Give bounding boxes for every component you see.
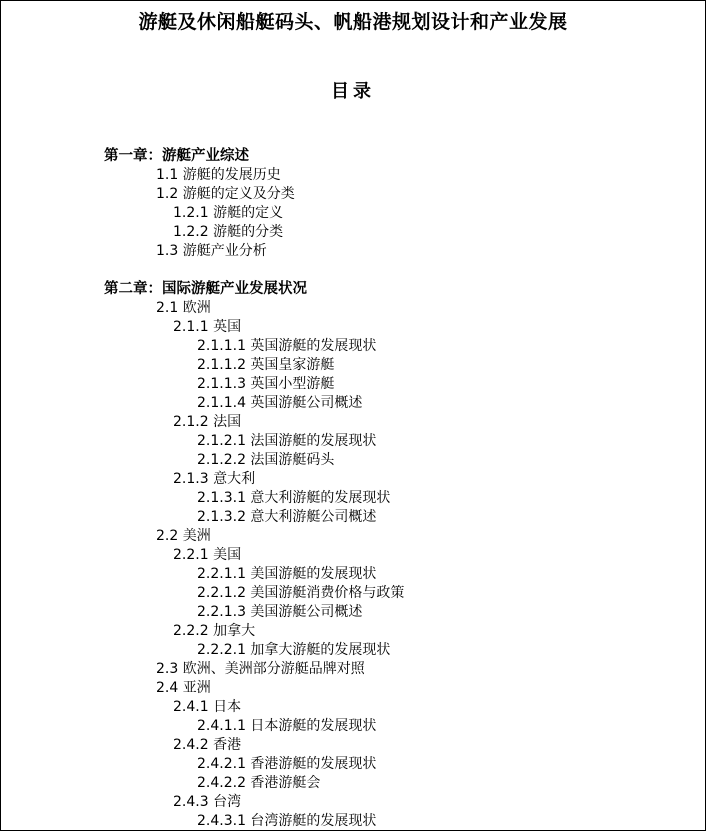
- toc-entry: 2.1.2.1 法国游艇的发展现状: [197, 433, 377, 449]
- toc-entry: 2.4.3.1 台湾游艇的发展现状: [197, 813, 377, 829]
- toc-entry: 2.4.2.2 香港游艇会: [197, 775, 321, 791]
- toc-entry: 2.3 欧洲、美洲部分游艇品牌对照: [156, 661, 365, 677]
- toc-chapter-heading: 第一章：游艇产业综述: [104, 148, 249, 164]
- toc-entry: 2.2 美洲: [156, 528, 211, 544]
- toc-entry: 2.4 亚洲: [156, 680, 211, 696]
- toc-entry: 2.4.2 香港: [173, 737, 242, 753]
- toc-entry: 2.4.1.1 日本游艇的发展现状: [197, 718, 377, 734]
- toc-entry: 1.1 游艇的发展历史: [156, 167, 281, 183]
- toc-heading: 目录: [331, 81, 375, 102]
- toc-entry: 1.2.2 游艇的分类: [173, 224, 284, 240]
- toc-entry: 2.1 欧洲: [156, 300, 211, 316]
- toc-entry: 1.2.1 游艇的定义: [173, 205, 284, 221]
- toc-entry: 2.2.1 美国: [173, 547, 242, 563]
- toc-entry: 1.2 游艇的定义及分类: [156, 186, 295, 202]
- toc-entry: 2.4.1 日本: [173, 699, 242, 715]
- toc-entry: 2.1.1.4 英国游艇公司概述: [197, 395, 363, 411]
- toc-entry: 2.1.3.2 意大利游艇公司概述: [197, 509, 377, 525]
- toc-entry: 2.4.2.1 香港游艇的发展现状: [197, 756, 377, 772]
- toc-entry: 1.3 游艇产业分析: [156, 243, 267, 259]
- toc-chapter-heading: 第二章：国际游艇产业发展状况: [104, 281, 307, 297]
- toc-entry: 2.2.2 加拿大: [173, 623, 256, 639]
- toc-entry: 2.1.2.2 法国游艇码头: [197, 452, 335, 468]
- document-title: 游艇及休闲船艇码头、帆船港规划设计和产业发展: [138, 11, 568, 33]
- toc-entry: 2.4.3 台湾: [173, 794, 242, 810]
- toc-entry: 2.1.1.1 英国游艇的发展现状: [197, 338, 377, 354]
- toc-entry: 2.2.1.3 美国游艇公司概述: [197, 604, 363, 620]
- toc-entry: 2.2.1.2 美国游艇消费价格与政策: [197, 585, 405, 601]
- toc-entry: 2.1.2 法国: [173, 414, 242, 430]
- toc-entry: 2.1.1.3 英国小型游艇: [197, 376, 335, 392]
- toc-entry: 2.2.2.1 加拿大游艇的发展现状: [197, 642, 391, 658]
- toc-entry: 2.1.3.1 意大利游艇的发展现状: [197, 490, 391, 506]
- toc-entry: 2.1.1.2 英国皇家游艇: [197, 357, 335, 373]
- toc-entry: 2.2.1.1 美国游艇的发展现状: [197, 566, 377, 582]
- toc-entry: 2.1.1 英国: [173, 319, 242, 335]
- toc-entry: 2.1.3 意大利: [173, 471, 256, 487]
- toc-list: [1, 147, 705, 831]
